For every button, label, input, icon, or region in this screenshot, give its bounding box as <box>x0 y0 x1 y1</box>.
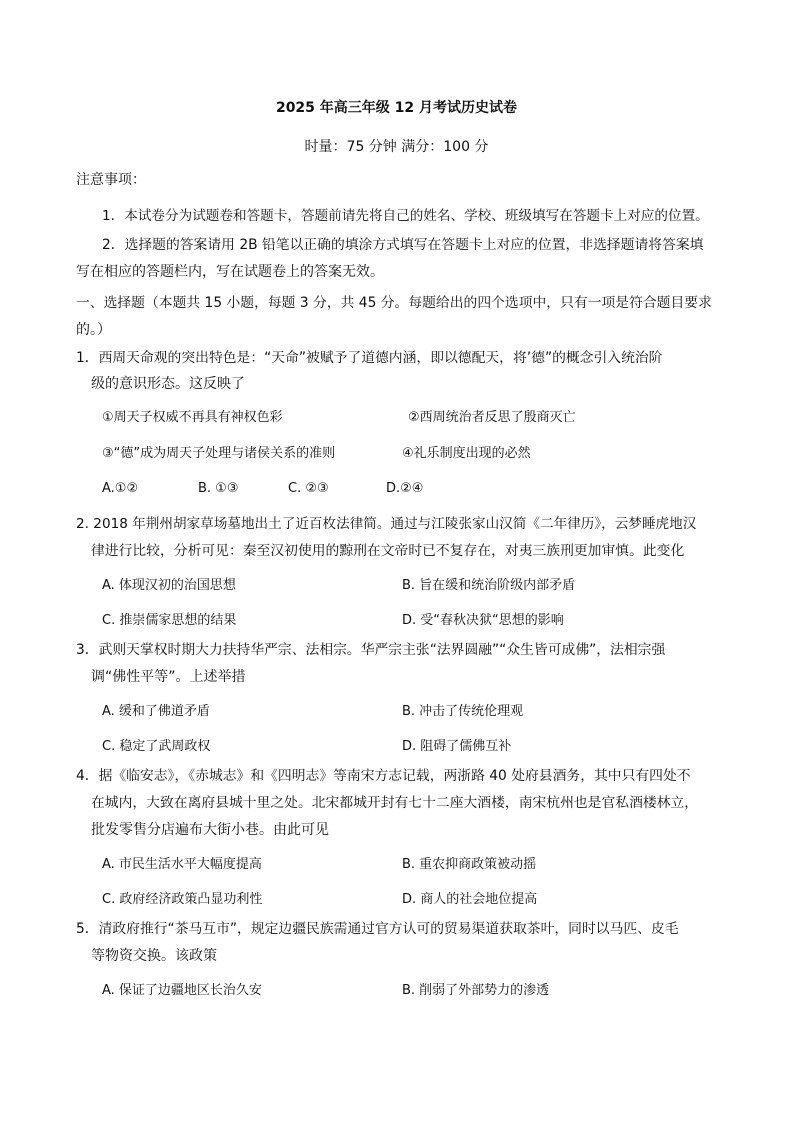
q4-stem-line-2: 在城内，大致在离府县城十里之处。北宋都城开封有七十二座大酒楼，南宋杭州也是官私酒楼林立， <box>91 795 699 811</box>
section-heading-line-2: 的。） <box>76 322 111 338</box>
q3-option-d[interactable]: D. 阻碍了儒佛互补 <box>402 739 512 754</box>
notice-heading: 注意事项： <box>76 172 146 188</box>
q2-option-b[interactable]: B. 旨在缓和统治阶级内部矛盾 <box>402 578 576 593</box>
q4-option-c[interactable]: C. 政府经济政策凸显功利性 <box>102 892 263 907</box>
q1-statement-2: ②西周统治者反思了殷商灭亡 <box>408 410 576 425</box>
q4-option-b[interactable]: B. 重农抑商政策被动摇 <box>402 857 537 872</box>
q2-stem-line-2: 律进行比较，分析可见：秦至汉初使用的黥刑在文帝时已不复存在，对夷三族刑更加审慎。此变化 <box>91 543 685 559</box>
q3-stem-line-1: 3．武则天掌权时期大力扶持华严宗、法相宗。华严宗主张“法界圆融”“众生皆可成佛”，法相宗强 <box>76 642 666 658</box>
q2-option-d[interactable]: D. 受“春秋决狱“思想的影响 <box>402 613 564 628</box>
notice-item-2-line-1: 2．选择题的答案请用 2B 铅笔以正确的填涂方式填写在答题卡上对应的位置，非选择题请将答案填 <box>102 237 704 253</box>
q1-option-b[interactable]: B. ①③ <box>198 481 239 496</box>
notice-item-2-line-2: 写在相应的答题栏内，写在试题卷上的答案无效。 <box>76 264 384 280</box>
q2-stem-line-1: 2. 2018 年荆州胡家草场墓地出土了近百枚法律简。通过与江陵张家山汉简《二年律历》，云梦睡虎地汉 <box>76 516 697 532</box>
q5-option-a[interactable]: A. 保证了边疆地区长治久安 <box>102 983 262 998</box>
q1-statement-4: ④礼乐制度出现的必然 <box>402 446 531 461</box>
q1-stem-line-2: 级的意识形态。这反映了 <box>91 376 245 392</box>
q4-option-a[interactable]: A. 市民生活水平大幅度提高 <box>102 857 262 872</box>
q1-statement-1: ①周天子权威不再具有神权色彩 <box>102 410 283 425</box>
q5-stem-line-2: 等物资交换。该政策 <box>91 948 217 964</box>
q1-stem-line-1: 1．西周天命观的突出特色是：“天命”被赋予了道德内涵，即以德配天，将’德”的概念引入统治阶 <box>76 350 663 366</box>
q1-option-d[interactable]: D.②④ <box>386 481 424 496</box>
q5-option-b[interactable]: B. 削弱了外部势力的渗透 <box>402 983 550 998</box>
q1-option-c[interactable]: C. ②③ <box>288 481 329 496</box>
q2-option-c[interactable]: C. 推崇儒家思想的结果 <box>102 613 237 628</box>
page-title: 2025 年高三年级 12 月考试历史试卷 <box>275 100 518 116</box>
q3-option-c[interactable]: C. 稳定了武周政权 <box>102 739 211 754</box>
q1-option-a[interactable]: A.①② <box>102 481 139 496</box>
q3-stem-line-2: 调“佛性平等”。上述举措 <box>91 669 246 685</box>
q4-option-d[interactable]: D. 商人的社会地位提高 <box>402 892 538 907</box>
q3-option-b[interactable]: B. 冲击了传统伦理观 <box>402 704 524 719</box>
q3-option-a[interactable]: A. 缓和了佛道矛盾 <box>102 704 210 719</box>
q2-option-a[interactable]: A. 体现汉初的治国思想 <box>102 578 236 593</box>
q1-statement-3: ③“德”成为周天子处理与诸侯关系的准则 <box>102 446 336 461</box>
section-heading-line-1: 一、选择题（本题共 15 小题，每题 3 分，共 45 分。每题给出的四个选项中，只有一项是符合题目要求 <box>76 295 712 311</box>
exam-time-score: 时量：75 分钟 满分：100 分 <box>304 139 489 155</box>
q4-stem-line-3: 批发零售分店遍布大街小巷。由此可见 <box>91 822 329 838</box>
q5-stem-line-1: 5．清政府推行“茶马互市”，规定边疆民族需通过官方认可的贸易渠道获取茶叶，同时以马匹、皮毛 <box>76 921 679 937</box>
q4-stem-line-1: 4．据《临安志》，《赤城志》和《四明志》等南宋方志记载，两浙路 40 处府县酒务，其中只有四处不 <box>76 768 691 784</box>
notice-item-1: 1．本试卷分为试题卷和答题卡，答题前请先将自己的姓名、学校、班级填写在答题卡上对应的位置。 <box>102 208 709 224</box>
